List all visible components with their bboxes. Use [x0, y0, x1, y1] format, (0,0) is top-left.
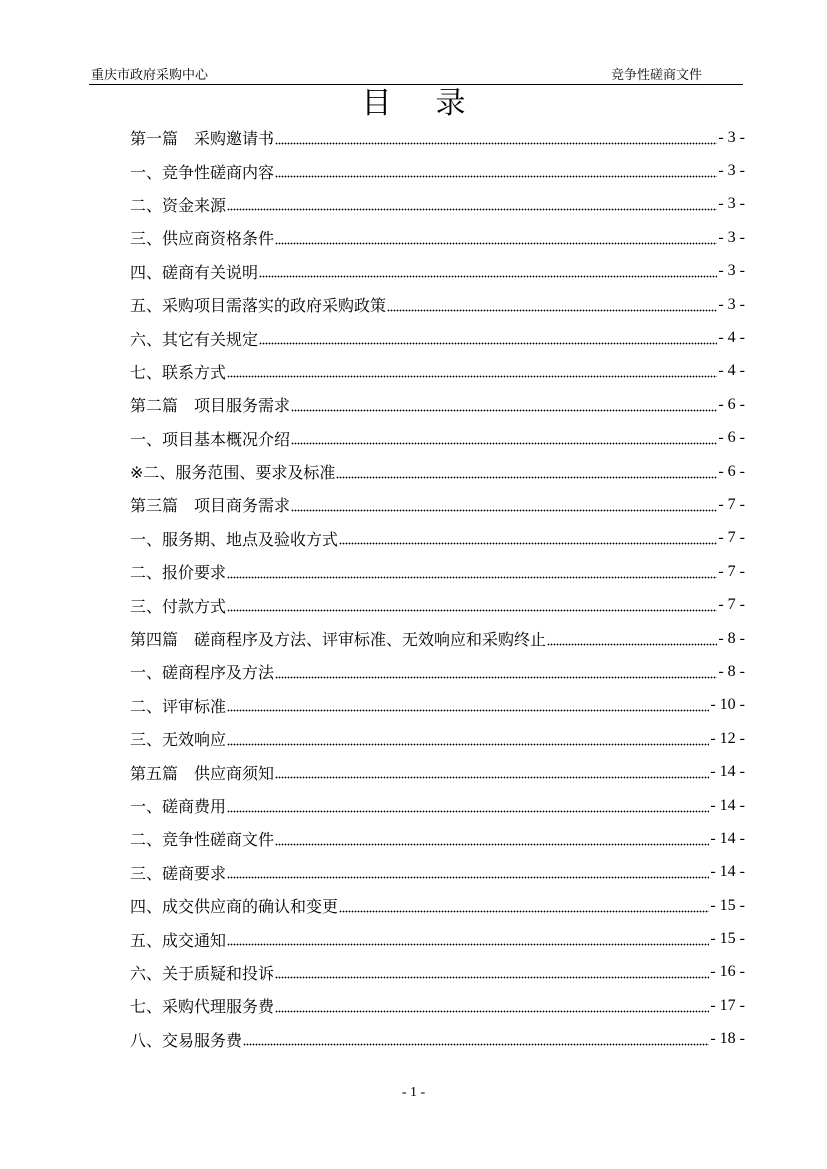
toc-dot-leader	[227, 363, 717, 379]
toc-dot-leader	[227, 564, 717, 580]
toc-entry-label: 三、无效响应	[130, 730, 227, 750]
toc-entry-label: 一、项目基本概况介绍	[130, 429, 291, 449]
toc-entry-label: 五、成交通知	[130, 930, 227, 950]
toc-entry-label: 二、报价要求	[130, 563, 227, 583]
toc-entry[interactable]	[130, 989, 745, 1022]
toc-dot-leader	[547, 631, 717, 647]
toc-entry-page: - 6 -	[718, 395, 745, 413]
toc-entry[interactable]	[130, 522, 745, 555]
toc-entry-label: 八、交易服务费	[130, 1030, 243, 1050]
toc-entry[interactable]	[130, 722, 745, 755]
toc-entry[interactable]	[130, 321, 745, 354]
toc-entry-page: - 8 -	[718, 629, 745, 647]
toc-entry-page: - 3 -	[718, 228, 745, 246]
toc-entry-label: 第四篇 磋商程序及方法、评审标准、无效响应和采购终止	[130, 630, 547, 650]
toc-entry-label: 七、采购代理服务费	[130, 997, 275, 1017]
toc-entry-page: - 4 -	[718, 329, 745, 347]
toc-entry[interactable]	[130, 822, 745, 855]
toc-entry-label: 五、采购项目需落实的政府采购政策	[130, 296, 387, 316]
toc-entry[interactable]	[130, 288, 745, 321]
toc-entry[interactable]	[130, 422, 745, 455]
toc-dot-leader	[227, 798, 709, 814]
toc-dot-leader	[291, 497, 717, 513]
toc-dot-leader	[227, 597, 717, 613]
toc-entry[interactable]	[130, 1023, 745, 1056]
toc-entry-page: - 10 -	[710, 696, 745, 714]
toc-entry-page: - 7 -	[718, 495, 745, 513]
toc-entry-page: - 15 -	[710, 930, 745, 948]
toc-entry-page: - 16 -	[710, 963, 745, 981]
toc-entry-page: - 14 -	[710, 763, 745, 781]
toc-entry-label: 三、磋商要求	[130, 863, 227, 883]
toc-entry-page: - 3 -	[718, 195, 745, 213]
toc-dot-leader	[243, 1031, 709, 1047]
toc-entry[interactable]	[130, 755, 745, 788]
toc-dot-leader	[291, 397, 717, 413]
toc-dot-leader	[387, 297, 717, 313]
toc-dot-leader	[275, 230, 717, 246]
toc-dot-leader	[227, 931, 709, 947]
header-document-type: 竞争性磋商文件	[610, 68, 702, 83]
toc-entry-label: 六、关于质疑和投诉	[130, 963, 275, 983]
toc-entry[interactable]	[130, 555, 745, 588]
toc-entry[interactable]	[130, 856, 745, 889]
toc-entry[interactable]	[130, 188, 745, 221]
toc-entry[interactable]	[130, 689, 745, 722]
toc-entry-page: - 3 -	[718, 162, 745, 180]
toc-entry-label: 四、成交供应商的确认和变更	[130, 897, 339, 917]
toc-entry-page: - 3 -	[718, 128, 745, 146]
toc-dot-leader	[227, 731, 709, 747]
toc-entry-page: - 6 -	[718, 462, 745, 480]
toc-title: 目录	[361, 86, 510, 121]
table-of-contents	[130, 121, 745, 1056]
toc-entry-page: - 12 -	[710, 729, 745, 747]
toc-entry-label: 三、供应商资格条件	[130, 229, 275, 249]
toc-entry-label: 一、服务期、地点及验收方式	[130, 529, 339, 549]
toc-entry[interactable]	[130, 889, 745, 922]
toc-entry[interactable]	[130, 588, 745, 621]
toc-entry-label: ※二、服务范围、要求及标准	[130, 463, 336, 483]
toc-dot-leader	[227, 196, 717, 212]
toc-entry[interactable]	[130, 655, 745, 688]
toc-entry[interactable]	[130, 121, 745, 154]
toc-entry-label: 六、其它有关规定	[130, 329, 259, 349]
toc-dot-leader	[275, 163, 717, 179]
toc-entry-page: - 6 -	[718, 429, 745, 447]
toc-entry[interactable]	[130, 488, 745, 521]
toc-entry-label: 第二篇 项目服务需求	[130, 396, 291, 416]
page-header	[89, 62, 743, 85]
toc-entry-label: 第一篇 采购邀请书	[130, 129, 275, 149]
toc-entry-page: - 7 -	[718, 529, 745, 547]
toc-entry-page: - 14 -	[710, 863, 745, 881]
toc-dot-leader	[339, 898, 709, 914]
toc-entry-label: 三、付款方式	[130, 596, 227, 616]
page-number: - 1 -	[401, 1085, 426, 1100]
header-organization: 重庆市政府采购中心	[91, 68, 209, 83]
toc-dot-leader	[275, 831, 709, 847]
toc-entry[interactable]	[130, 388, 745, 421]
toc-entry-page: - 18 -	[710, 1030, 745, 1048]
toc-entry-page: - 7 -	[718, 562, 745, 580]
toc-entry-label: 二、竞争性磋商文件	[130, 830, 275, 850]
toc-dot-leader	[275, 130, 717, 146]
toc-dot-leader	[291, 430, 717, 446]
toc-entry[interactable]	[130, 922, 745, 955]
toc-entry-page: - 14 -	[710, 829, 745, 847]
toc-entry-label: 一、磋商程序及方法	[130, 663, 275, 683]
toc-entry-label: 一、磋商费用	[130, 797, 227, 816]
toc-entry-label: 二、评审标准	[130, 696, 227, 716]
toc-entry-page: - 17 -	[710, 996, 745, 1014]
toc-entry[interactable]	[130, 221, 745, 254]
toc-entry-label: 一、竞争性磋商内容	[130, 162, 275, 182]
toc-dot-leader	[275, 964, 709, 980]
toc-entry-page: - 4 -	[718, 362, 745, 380]
toc-dot-leader	[227, 864, 709, 880]
toc-dot-leader	[275, 998, 709, 1014]
toc-entry[interactable]	[130, 789, 745, 822]
toc-entry[interactable]	[130, 622, 745, 655]
toc-entry-label: 七、联系方式	[130, 362, 227, 382]
toc-dot-leader	[259, 330, 717, 346]
toc-dot-leader	[259, 263, 717, 279]
toc-entry[interactable]	[130, 956, 745, 989]
toc-entry[interactable]	[130, 154, 745, 187]
toc-entry-page: - 3 -	[718, 262, 745, 280]
toc-entry-page: - 3 -	[718, 295, 745, 313]
toc-entry-label: 二、资金来源	[130, 195, 227, 215]
toc-entry-page: - 7 -	[718, 596, 745, 614]
toc-entry-label: 第三篇 项目商务需求	[130, 496, 291, 516]
toc-entry-page: - 8 -	[718, 662, 745, 680]
toc-dot-leader	[275, 664, 717, 680]
toc-dot-leader	[227, 697, 709, 713]
toc-entry-page: - 14 -	[710, 796, 745, 814]
toc-dot-leader	[339, 530, 717, 546]
toc-dot-leader	[275, 764, 709, 780]
toc-entry-label: 第五篇 供应商须知	[130, 763, 275, 783]
toc-entry[interactable]	[130, 455, 745, 488]
toc-entry[interactable]	[130, 355, 745, 388]
toc-entry[interactable]	[130, 255, 745, 288]
toc-dot-leader	[336, 464, 717, 480]
toc-entry-page: - 15 -	[710, 896, 745, 914]
toc-entry-label: 四、磋商有关说明	[130, 262, 259, 282]
